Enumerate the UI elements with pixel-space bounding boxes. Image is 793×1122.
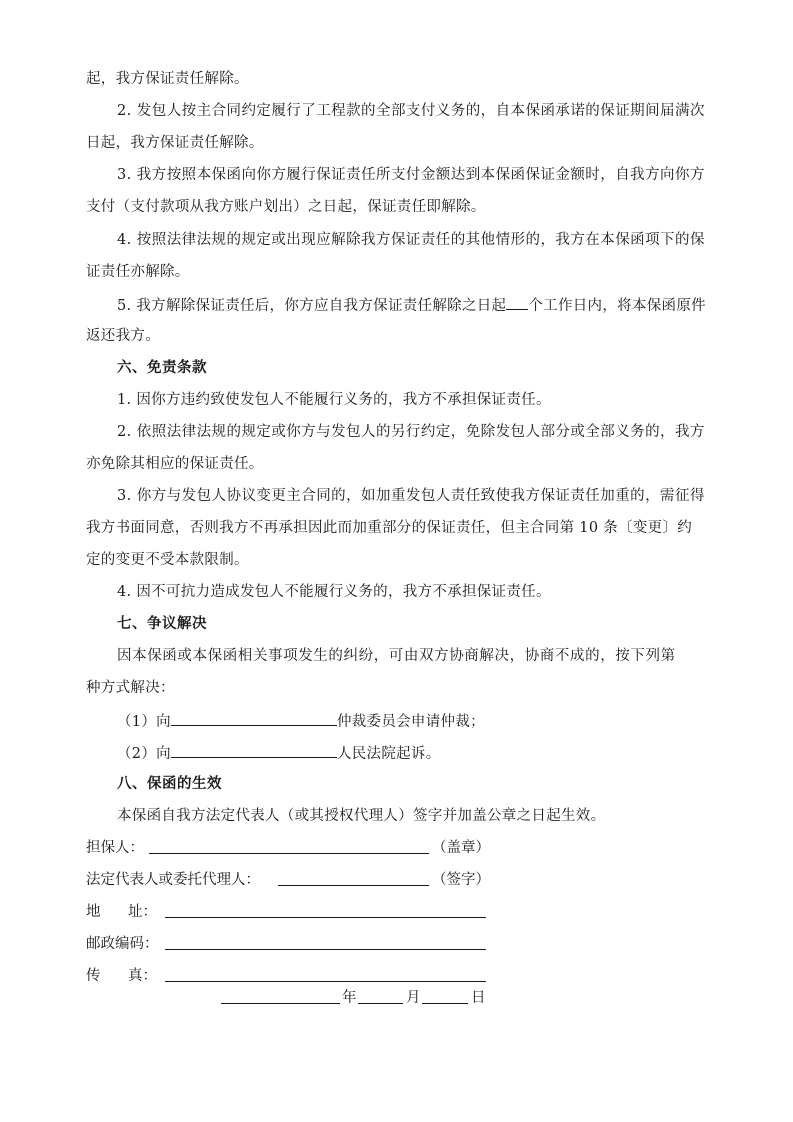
option-prefix: （1）向 — [117, 714, 171, 730]
arbitration-commission-blank[interactable] — [171, 710, 337, 726]
fax-field[interactable] — [165, 981, 486, 982]
paragraph-text: 5. 我方解除保证责任后，你方应自我方保证责任解除之日起 — [117, 298, 507, 314]
text-line: 日起，我方保证责任解除。 — [86, 135, 264, 151]
paragraph-text: 3. 你方与发包人协议变更主合同的，如加重发包人责任致使我方保证责任加重的，需征得 — [117, 488, 705, 504]
text-line: 1. 因你方违约致使发包人不能履行义务的，我方不承担保证责任。 — [117, 392, 551, 408]
court-blank[interactable] — [171, 742, 337, 758]
text-line — [117, 646, 707, 666]
option-line — [117, 710, 485, 732]
text-line: 种方式解决： — [86, 680, 175, 696]
year-field[interactable] — [221, 1003, 340, 1004]
address-field[interactable] — [165, 917, 486, 918]
paragraph-text: 个工作日内，将本保函原件 — [528, 298, 706, 314]
paragraph-text: 4. 按照法律法规的规定或出现应解除我方保证责任的其他情形的，我方在本保函项下的保 — [117, 232, 705, 248]
postcode-field[interactable] — [165, 949, 486, 950]
text-line — [117, 486, 707, 506]
guarantor-field[interactable] — [149, 853, 429, 854]
text-line: 起，我方保证责任解除。 — [86, 71, 249, 87]
paragraph-text: 因本保函或本保函相关事项发生的纠纷，可由双方协商解决，协商不成的，按下列第 — [117, 648, 676, 664]
month-label: 月 — [406, 990, 421, 1006]
text-line: 返还我方。 — [86, 328, 160, 344]
signature-note: （签字） — [432, 872, 490, 888]
option-suffix: 人民法院起诉。 — [336, 746, 441, 762]
text-line: 4. 因不可抗力造成发包人不能履行义务的，我方不承担保证责任。 — [117, 584, 551, 600]
text-line — [117, 101, 707, 121]
text-line: 定的变更不受本款限制。 — [86, 552, 249, 568]
day-label: 日 — [471, 990, 486, 1006]
text-line: 支付（支付款项从我方账户划出）之日起，保证责任即解除。 — [86, 199, 486, 215]
text-line: 我方书面同意，否则我方不再承担因此而加重部分的保证责任，但主合同第 10 条〔变更〕约 — [86, 520, 693, 536]
paragraph-text: 2. 依照法律法规的规定或你方与发包人的另行约定，免除发包人部分或全部义务的，我方 — [117, 424, 705, 440]
seal-note: （盖章） — [432, 840, 490, 856]
text-line: 本保函自我方法定代表人（或其授权代理人）签字并加盖公章之日起生效。 — [117, 808, 606, 824]
guarantor-label: 担保人： — [86, 840, 144, 856]
rep-field[interactable] — [278, 885, 429, 886]
option-line — [117, 742, 441, 764]
paragraph-text: 2. 发包人按主合同约定履行了工程款的全部支付义务的，自本保函承诺的保证期间届满次 — [117, 103, 705, 119]
fax-label-char2: 真： — [128, 968, 157, 984]
option-suffix: 仲裁委员会申请仲裁； — [336, 714, 485, 730]
year-label: 年 — [342, 990, 357, 1006]
section-heading: 七、争议解决 — [117, 616, 207, 632]
text-line — [117, 422, 707, 442]
text-line: 证责任亦解除。 — [86, 264, 190, 280]
text-line — [117, 294, 706, 316]
day-field[interactable] — [422, 1003, 468, 1004]
text-line: 亦免除其相应的保证责任。 — [86, 456, 264, 472]
section-heading: 八、保函的生效 — [117, 776, 222, 792]
days-blank[interactable] — [506, 294, 528, 310]
fax-label-char1: 传 — [86, 968, 101, 984]
section-heading: 六、免责条款 — [117, 360, 207, 376]
text-line — [117, 230, 707, 250]
address-label-char2: 址： — [128, 904, 157, 920]
rep-label: 法定代表人或委托代理人： — [86, 872, 260, 888]
month-field[interactable] — [358, 1003, 403, 1004]
text-line — [117, 165, 707, 185]
postcode-label: 邮政编码： — [86, 936, 159, 952]
option-prefix: （2）向 — [117, 746, 171, 762]
address-label-char1: 地 — [86, 904, 101, 920]
paragraph-text: 3. 我方按照本保函向你方履行保证责任所支付金额达到本保函保证金额时，自我方向你方 — [117, 167, 705, 183]
